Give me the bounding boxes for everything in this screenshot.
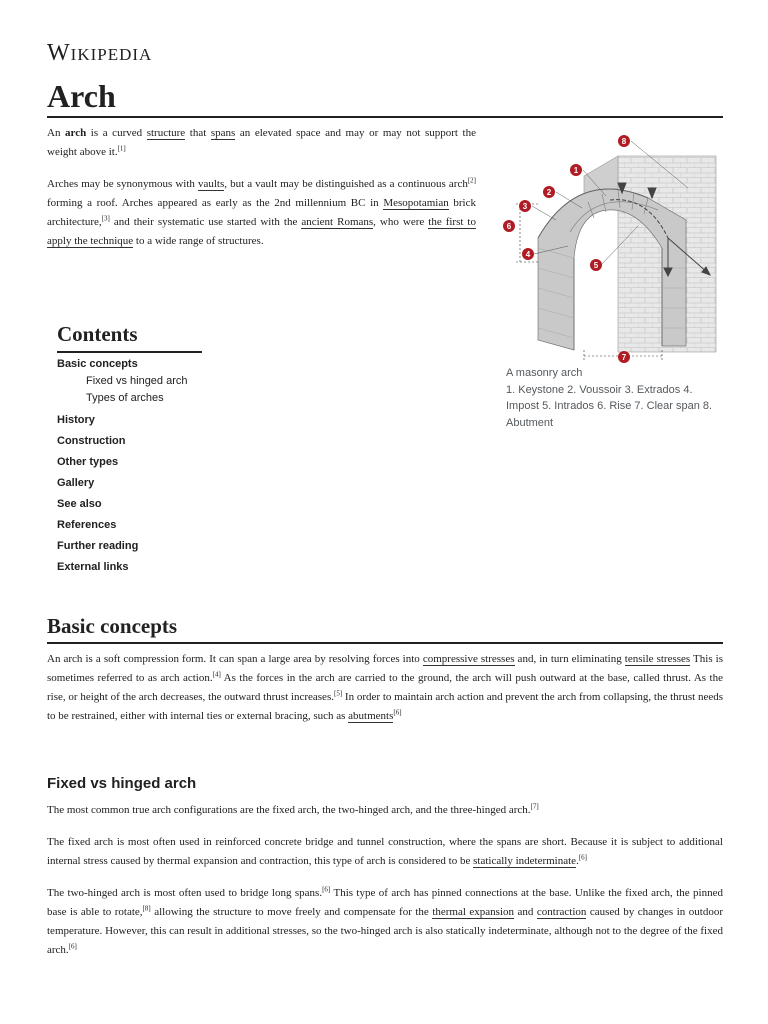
arch-body <box>538 189 686 350</box>
toc-heading: Contents <box>57 322 138 346</box>
marker-6 <box>503 220 515 232</box>
toc-item[interactable]: History <box>57 414 95 426</box>
bold-term: arch <box>65 127 87 139</box>
toc-item[interactable]: Fixed vs hinged arch <box>86 375 188 387</box>
fixed-paragraph-2: The fixed arch is most often used in reinforced concrete bridge and tunnel construction, where the spans are short. Because it is subject to additional internal stress caused by thermal expansion and contraction, this type of arch is considered to be statically indeterminate.[6] <box>47 836 723 867</box>
citation-ref[interactable]: [7] <box>530 802 539 811</box>
inline-link[interactable]: tensile stresses <box>624 653 691 665</box>
page-title: Arch <box>47 78 116 114</box>
citation-ref[interactable]: [6] <box>578 853 587 862</box>
marker-1 <box>570 164 582 176</box>
marker-7 <box>618 351 630 363</box>
citation-ref[interactable]: [6] <box>68 942 77 951</box>
marker-5 <box>590 259 602 271</box>
svg-text:7: 7 <box>621 353 627 362</box>
fixed-vs-hinged-section <box>47 801 723 960</box>
citation-ref[interactable]: [6] <box>322 885 331 894</box>
fixed-paragraph-3: The two-hinged arch is most often used to bridge long spans.[6] This type of arch has pinned connections at the base. Unlike the fixed arch, the pinned base is able to rotate,[8] allowing the structure to move freely and compensate for the thermal expansion and contraction caused by changes in outdoor temperature. However, this can result in additional stresses, so the two-hinged arch is also statically indeterminate, although not to the degree of the fixed arch.[6] <box>47 885 723 956</box>
toc-rule <box>57 351 202 353</box>
toc-item[interactable]: Types of arches <box>86 392 164 404</box>
figure-caption <box>506 365 721 431</box>
title-rule <box>47 116 723 118</box>
toc-item[interactable]: References <box>57 519 117 531</box>
inline-link[interactable]: vaults <box>197 178 225 190</box>
toc-item[interactable]: Construction <box>57 435 126 447</box>
citation-ref[interactable]: [4] <box>212 670 221 679</box>
citation-ref[interactable]: [5] <box>333 689 343 698</box>
svg-text:6: 6 <box>506 222 512 231</box>
citation-ref[interactable]: [2] <box>467 176 477 185</box>
marker-2 <box>543 186 555 198</box>
abutment-wall <box>584 156 716 352</box>
citation-ref[interactable]: [3] <box>101 214 110 223</box>
svg-text:1: 1 <box>573 166 579 175</box>
intro-paragraph-2: Arches may be synonymous with vaults, but a vault may be distinguished as a continuous arch[2] forming a roof. Arches appeared as early as the 2nd millennium BC in Mesopotamian brick architecture,[3] and their systematic use started with the ancient Romans, who were the first to apply the technique to a wide range of structures. <box>47 176 477 247</box>
basic-concepts-rule <box>47 642 723 644</box>
inline-link[interactable]: abutments <box>348 710 394 722</box>
section-heading-fixed-vs-hinged: Fixed vs hinged arch <box>47 775 197 792</box>
toc-item[interactable]: Basic concepts <box>57 358 138 370</box>
inline-link[interactable]: statically indeterminate <box>473 855 577 867</box>
inline-link[interactable]: thermal expansion <box>432 906 515 918</box>
toc-item[interactable]: Other types <box>57 456 119 468</box>
svg-text:2: 2 <box>546 188 552 197</box>
toc-item[interactable]: See also <box>57 498 102 510</box>
svg-text:5: 5 <box>593 261 599 270</box>
fixed-paragraph-1: The most common true arch configurations are the fixed arch, the two-hinged arch, and the three-hinged arch.[7] <box>47 802 539 816</box>
inline-link[interactable]: compressive stresses <box>422 653 515 665</box>
svg-text:8: 8 <box>621 137 627 146</box>
intro-paragraph-1: An arch is a curved structure that spans an elevated space and may or may not support the weight above it.[1] <box>47 127 476 158</box>
inline-link[interactable]: contraction <box>536 906 587 918</box>
svg-text:4: 4 <box>525 250 531 259</box>
inline-link[interactable]: the first to apply the technique <box>47 216 476 247</box>
inline-link[interactable]: structure <box>146 127 186 139</box>
marker-4 <box>522 248 534 260</box>
toc-item[interactable]: Further reading <box>57 540 139 552</box>
section-heading-basic-concepts: Basic concepts <box>47 614 178 638</box>
basic-concepts-section <box>47 650 723 726</box>
caption-legend: 1. Keystone 2. Voussoir 3. Extrados 4. Impost 5. Intrados 6. Rise 7. Clear span 8. Abutment <box>506 383 713 429</box>
masonry-arch-diagram[interactable] <box>498 128 723 365</box>
toc-item[interactable]: Gallery <box>57 477 95 489</box>
wikipedia-wordmark[interactable]: Wikipedia <box>47 40 153 66</box>
caption-title: A masonry arch <box>506 367 583 379</box>
marker-3 <box>519 200 531 212</box>
citation-ref[interactable]: [8] <box>142 904 151 913</box>
citation-ref[interactable]: [6] <box>393 708 402 717</box>
inline-link[interactable]: ancient Romans <box>301 216 374 228</box>
citation-ref[interactable]: [1] <box>117 144 126 153</box>
intro-section <box>47 124 476 251</box>
marker-8 <box>618 135 630 147</box>
basic-concepts-paragraph: An arch is a soft compression form. It can span a large area by resolving forces into compressive stresses and, in turn eliminating tensile stresses This is sometimes referred to as arch action.[4] As the forces in the arch are carried to the ground, the arch will push outward at the base, called thrust. As the rise, or height of the arch decreases, the outward thrust increases.[5] In order to maintain arch action and prevent the arch from collapsing, the thrust needs to be restrained, either with internal ties or external bracing, such as abutments[6] <box>47 653 723 722</box>
inline-link[interactable]: spans <box>210 127 236 139</box>
inline-link[interactable]: Mesopotamian <box>383 197 449 209</box>
toc-item[interactable]: External links <box>57 561 129 573</box>
svg-text:3: 3 <box>522 202 528 211</box>
